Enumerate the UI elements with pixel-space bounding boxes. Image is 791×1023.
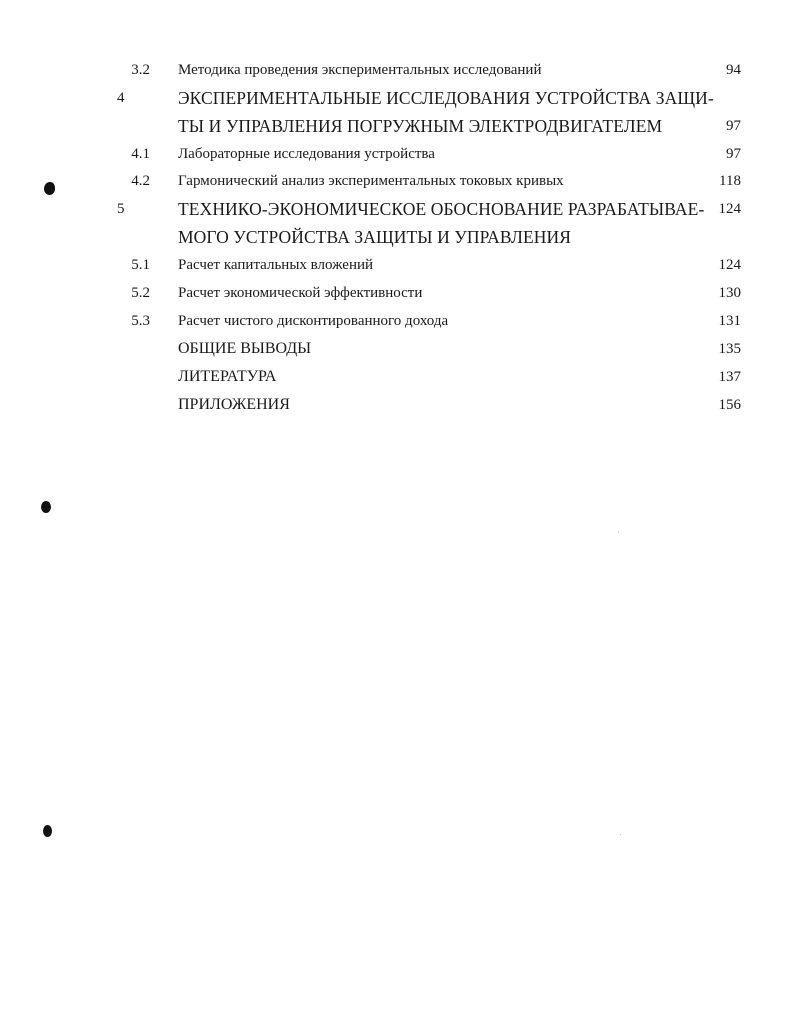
toc-title: Лабораторные исследования устройства <box>178 146 435 162</box>
toc-title: Гармонический анализ экспериментальных токовых кривых <box>178 173 564 189</box>
scan-speck <box>618 531 619 532</box>
toc-number: 4.1 <box>131 146 150 162</box>
toc-row-5-3 <box>0 308 791 334</box>
toc-row-literature <box>0 364 791 390</box>
toc-row-5-1 <box>0 252 791 278</box>
toc-title: ЭКСПЕРИМЕНТАЛЬНЫЕ ИССЛЕДОВАНИЯ УСТРОЙСТВА ЗАЩИ- <box>178 88 714 108</box>
toc-title: ОБЩИЕ ВЫВОДЫ <box>178 340 312 357</box>
toc-number: 5.2 <box>131 285 150 301</box>
toc-title: ТЕХНИКО-ЭКОНОМИЧЕСКОЕ ОБОСНОВАНИЕ РАЗРАБАТЫВАЕ- <box>178 199 705 219</box>
toc-row-4-continued <box>0 113 791 139</box>
toc-number: 4.2 <box>131 173 150 189</box>
toc-page-number: 94 <box>726 62 741 78</box>
toc-title: Расчет чистого дисконтированного дохода <box>178 313 449 329</box>
toc-title: Расчет экономической эффективности <box>178 285 423 301</box>
toc-number: 5 <box>117 201 125 217</box>
toc-row-5 <box>0 196 791 222</box>
toc-number: 4 <box>117 90 125 106</box>
toc-row-4-2 <box>0 168 791 194</box>
toc-title: ПРИЛОЖЕНИЯ <box>178 396 290 413</box>
toc-page-number: 137 <box>718 369 741 385</box>
toc-page-number: 97 <box>726 146 741 162</box>
toc-page-number: 124 <box>718 201 741 217</box>
toc-title: ЛИТЕРАТУРА <box>178 368 277 385</box>
toc-page-number: 97 <box>726 118 741 134</box>
toc-page-number: 156 <box>718 397 741 413</box>
toc-row-4 <box>0 85 791 111</box>
toc-row-4-1 <box>0 141 791 167</box>
toc-title: Расчет капитальных вложений <box>178 257 374 273</box>
toc-page-number: 135 <box>718 341 741 357</box>
toc-title: МОГО УСТРОЙСТВА ЗАЩИТЫ И УПРАВЛЕНИЯ <box>178 227 572 247</box>
toc-number: 5.1 <box>131 257 150 273</box>
toc-row-5-continued <box>0 224 791 250</box>
toc-page-number: 118 <box>719 173 741 189</box>
toc-row-3-2 <box>0 57 791 83</box>
toc-row-appendices <box>0 392 791 418</box>
punch-hole-mark <box>44 182 55 195</box>
toc-title: ТЫ И УПРАВЛЕНИЯ ПОГРУЖНЫМ ЭЛЕКТРОДВИГАТЕЛЕМ <box>178 116 663 136</box>
toc-page-number: 124 <box>718 257 741 273</box>
scan-speck <box>620 834 621 835</box>
toc-page-number: 131 <box>718 313 741 329</box>
punch-hole-mark <box>41 501 51 513</box>
toc-row-5-2 <box>0 280 791 306</box>
toc-number: 5.3 <box>131 313 150 329</box>
toc-page-number: 130 <box>718 285 741 301</box>
toc-row-conclusions <box>0 336 791 362</box>
toc-number: 3.2 <box>131 62 150 78</box>
toc-title: Методика проведения экспериментальных исследований <box>178 62 542 78</box>
punch-hole-mark <box>43 825 52 837</box>
